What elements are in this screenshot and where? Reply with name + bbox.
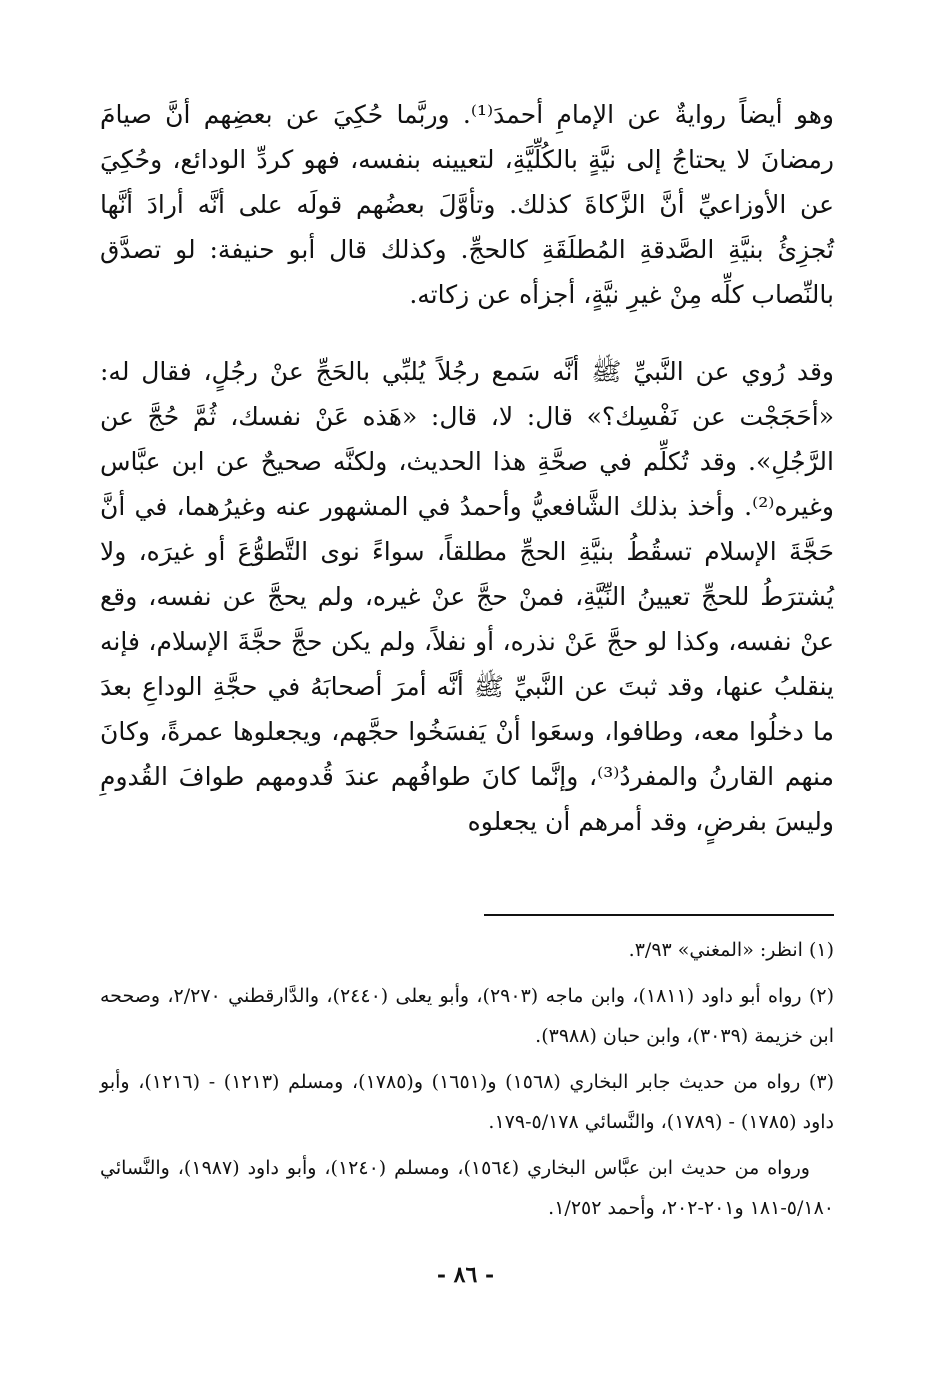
footnote-3-continuation: ورواه من حديث ابن عبَّاس البخاري (١٥٦٤)، ومسلم (١٢٤٠)، وأبو داود (١٩٨٧)، والنَّسائي ٥/١٨٠-١٨١ و٢٠١-٢٠٢، وأحمد ١/٢٥٢. xyxy=(100,1157,834,1219)
paragraph: وقد رُوي عن النَّبيِّ ﷺ أنَّه سَمع رجُلاً يُلبِّي بالحَجِّ عنْ رجُلٍ، فقال له: «أحَجَجْت عن نَفْسِك؟» قال: لا، قال: «هَذه عَنْ نفسك، ثُمَّ حُجَّ عن الرَّجُلِ». وقد تُكلِّم في صحَّةِ هذا الحديث، ولكنَّه صحيحٌ عن ابن عبَّاس وغيره⁽²⁾. وأخذ بذلك الشَّافعيُّ وأحمدُ في المشهور عنه وغيرُهما، في أنَّ حَجَّةَ الإسلام تسقُطُ بنيَّةِ الحجِّ مطلقاً، سواءً نوى التَّطوُّعَ أو غيرَه، ولا يُشترَطُ للحجِّ تعيينُ النِّيَّةِ، فمنْ حجَّ عنْ غيره، ولم يحجَّ عن نفسه، وقع عنْ نفسه، وكذا لو حجَّ عَنْ نذره، أو نفلاً، ولم يكن حجَّ حجَّةَ الإسلام، فإنه ينقلبُ عنها، وقد ثبتَ عن النَّبيِّ ﷺ أنَّه أمرَ أصحابَهُ في حجَّةِ الوداعِ بعدَ ما دخلُوا معه، وطافوا، وسعَوا أنْ يَفسَخُوا حجَّهم، ويجعلوها عمرةً، وكانَ منهم القارنُ والمفردُ⁽³⁾، وإنَّما كانَ طوافُهم عندَ قُدومهم طوافَ القُدومِ وليسَ بفرضٍ، وقد أمرهم أن يجعلوه xyxy=(100,357,834,836)
footnote-separator xyxy=(484,914,834,916)
page-number: - ٨٦ - xyxy=(436,1262,495,1288)
footnote-1: (١) انظر: «المغني» ٣/٩٣. xyxy=(628,939,834,961)
footnote-3: (٣) رواه من حديث جابر البخاري (١٥٦٨) و(١٦٥١) و(١٧٨٥)، ومسلم (١٢١٣) - (١٢١٦)، وأبو داود (١٧٨٥) - (١٧٨٩)، والنَّسائي ٥/١٧٨-١٧٩. xyxy=(100,1071,834,1133)
main-text xyxy=(100,92,834,844)
footnote-2: (٢) رواه أبو داود (١٨١١)، وابن ماجه (٢٩٠٣)، وأبو يعلى (٢٤٤٠)، والدَّارقطني ٢/٢٧٠، وصححه ابن خزيمة (٣٠٣٩)، وابن حبان (٣٩٨٨). xyxy=(100,985,835,1047)
footnotes xyxy=(100,930,834,1234)
paragraph: وهو أيضاً روايةٌ عن الإمامِ أحمدَ⁽¹⁾. وربَّما حُكِيَ عن بعضِهم أنَّ صيامَ رمضانَ لا يحتاجُ إلى نيَّةٍ بالكُلِّيَّةِ، لتعيينه بنفسه، فهو كردِّ الودائع، وحُكِيَ عن الأوزاعيِّ أنَّ الزَّكاةَ كذلك. وتأوَّلَ بعضُهم قولَه على أنَّه أرادَ أنَّها تُجزِئُ بنيَّةِ الصَّدقةِ المُطلَقَةِ كالحجِّ. وكذلك قال أبو حنيفة: لو تصدَّق بالنِّصاب كلِّه مِنْ غيرِ نيَّةٍ، أجزأه عن زكاته. xyxy=(100,100,834,309)
paragraph-spacer xyxy=(100,317,834,349)
